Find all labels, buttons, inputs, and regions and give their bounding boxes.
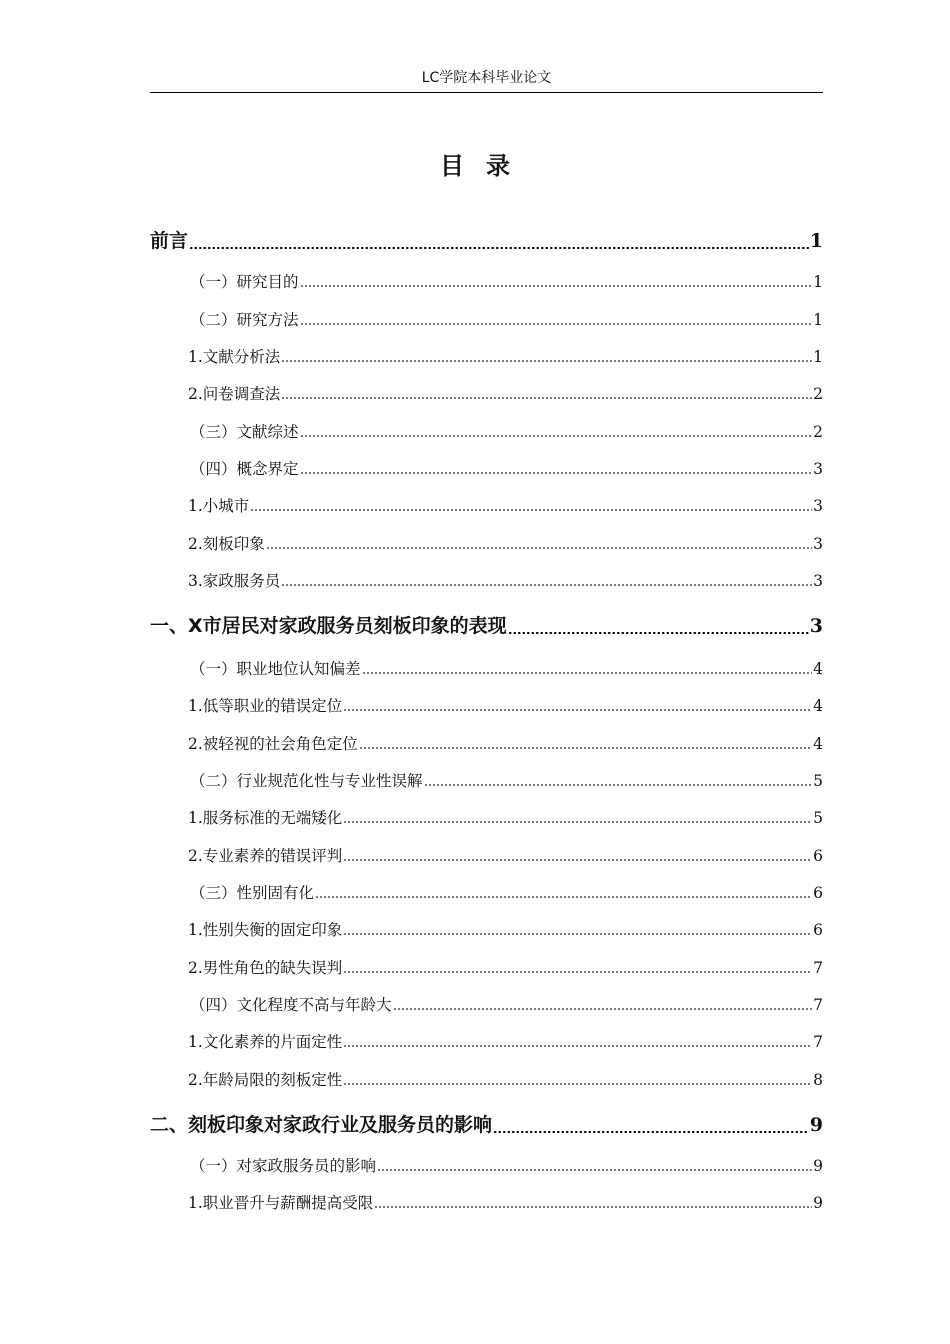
table-of-contents (150, 0, 823, 1344)
toc-entry-title: （四）文化程度不高与年龄大 (190, 996, 392, 1014)
toc-entry-page-number: 9 (813, 1194, 823, 1212)
toc-entry-title: （三）文献综述 (190, 423, 299, 441)
toc-entry-title: 1.低等职业的错误定位 (188, 697, 343, 715)
toc-entry-title: （一）研究目的 (190, 273, 299, 291)
toc-entry-title: 2.男性角色的缺失误判 (188, 959, 343, 977)
toc-entry-title: 1.服务标准的无端矮化 (188, 809, 343, 827)
toc-entry-title: 二、刻板印象对家政行业及服务员的影响 (150, 1114, 493, 1136)
toc-entry-page-number: 5 (813, 809, 823, 827)
toc-entry-title: 前言 (150, 230, 189, 252)
toc-entry-title: 1.职业晋升与薪酬提高受限 (188, 1194, 374, 1212)
toc-entry-title: （二）研究方法 (190, 311, 299, 329)
dot-leader (343, 970, 812, 974)
toc-entry-page-number: 1 (813, 311, 823, 329)
toc-entry[interactable] (150, 956, 823, 978)
toc-entry-title: 1.小城市 (188, 497, 250, 515)
dot-leader (281, 396, 812, 400)
toc-entry[interactable] (150, 806, 823, 828)
toc-entry[interactable] (150, 694, 823, 716)
dot-leader (343, 1082, 812, 1086)
toc-entry-title: 1.性别失衡的固定印象 (188, 921, 343, 939)
toc-entry[interactable] (150, 918, 823, 940)
toc-entry-title: 2.专业素养的错误评判 (188, 847, 343, 865)
dot-leader (281, 359, 812, 363)
toc-entry[interactable] (150, 1030, 823, 1052)
dot-leader (493, 1129, 809, 1134)
toc-entry[interactable] (150, 457, 823, 479)
toc-entry[interactable] (150, 881, 823, 903)
toc-entry-page-number: 3 (809, 615, 823, 637)
toc-entry-title: 1.文献分析法 (188, 348, 281, 366)
toc-entry-title: 1.文化素养的片面定性 (188, 1033, 343, 1051)
toc-entry-page-number: 8 (813, 1071, 823, 1089)
toc-entry[interactable] (150, 732, 823, 754)
dot-leader (250, 508, 812, 512)
toc-entry-page-number: 9 (813, 1157, 823, 1175)
dot-leader (343, 858, 812, 862)
dot-leader (300, 322, 813, 326)
dot-leader (343, 1044, 812, 1048)
toc-entry[interactable] (150, 494, 823, 516)
toc-entry-page-number: 4 (813, 735, 823, 753)
toc-entry-title: 2.问卷调查法 (188, 385, 281, 403)
toc-entry-page-number: 3 (813, 497, 823, 515)
toc-entry-page-number: 3 (813, 572, 823, 590)
toc-entry-page-number: 1 (813, 273, 823, 291)
toc-entry-page-number: 7 (813, 1033, 823, 1051)
toc-entry-title: 2.刻板印象 (188, 535, 265, 553)
toc-entry-title: 一、X市居民对家政服务员刻板印象的表现 (150, 615, 507, 637)
toc-entry-page-number: 1 (813, 348, 823, 366)
toc-entry-title: （二）行业规范化性与专业性误解 (190, 772, 423, 790)
toc-entry-page-number: 7 (813, 996, 823, 1014)
toc-entry-page-number: 4 (813, 660, 823, 678)
toc-entry[interactable] (150, 226, 823, 253)
toc-entry-page-number: 3 (813, 460, 823, 478)
toc-entry[interactable] (150, 657, 823, 679)
toc-entry[interactable] (150, 308, 823, 330)
dot-leader (508, 630, 809, 635)
toc-entry[interactable] (150, 1068, 823, 1090)
toc-entry-title: （一）对家政服务员的影响 (190, 1157, 377, 1175)
toc-entry-page-number: 6 (813, 847, 823, 865)
dot-leader (343, 932, 812, 936)
toc-entry-page-number: 6 (813, 921, 823, 939)
dot-leader (281, 583, 812, 587)
toc-entry-page-number: 3 (813, 535, 823, 553)
toc-entry-title: （一）职业地位认知偏差 (190, 660, 361, 678)
toc-entry-title: （三）性别固有化 (190, 884, 315, 902)
dot-leader (300, 471, 813, 475)
toc-entry-page-number: 4 (813, 697, 823, 715)
dot-leader (300, 284, 813, 288)
toc-entry-title: （四）概念界定 (190, 460, 299, 478)
dot-leader (300, 434, 813, 438)
dot-leader (374, 1205, 812, 1209)
dot-leader (362, 671, 813, 675)
dot-leader (343, 820, 812, 824)
dot-leader (424, 783, 813, 787)
toc-entry[interactable] (150, 382, 823, 404)
toc-entry-title: 2.年龄局限的刻板定性 (188, 1071, 343, 1089)
dot-leader (393, 1007, 813, 1011)
dot-leader (266, 546, 812, 550)
toc-entry[interactable] (150, 532, 823, 554)
toc-entry[interactable] (150, 769, 823, 791)
toc-entry[interactable] (150, 420, 823, 442)
toc-entry[interactable] (150, 270, 823, 292)
toc-entry-title: 2.被轻视的社会角色定位 (188, 735, 358, 753)
dot-leader (315, 895, 812, 899)
toc-entry[interactable] (150, 569, 823, 591)
toc-entry-page-number: 5 (813, 772, 823, 790)
toc-entry[interactable] (150, 844, 823, 866)
toc-entry[interactable] (150, 345, 823, 367)
toc-entry-page-number: 6 (813, 884, 823, 902)
toc-entry-page-number: 2 (813, 423, 823, 441)
toc-entry[interactable] (150, 993, 823, 1015)
page-header: LC学院本科毕业论文 (150, 64, 823, 93)
dot-leader (189, 245, 809, 250)
dot-leader (359, 746, 812, 750)
dot-leader (377, 1168, 812, 1172)
toc-entry[interactable] (150, 1154, 823, 1176)
toc-entry-page-number: 1 (809, 230, 823, 252)
toc-entry-page-number: 2 (813, 385, 823, 403)
toc-entry[interactable] (150, 611, 823, 638)
toc-entry-title: 3.家政服务员 (188, 572, 281, 590)
dot-leader (343, 708, 812, 712)
toc-entry-page-number: 9 (809, 1114, 823, 1136)
toc-entry[interactable] (150, 1191, 823, 1213)
toc-entry-page-number: 7 (813, 959, 823, 977)
toc-entry[interactable] (150, 1110, 823, 1137)
toc-title: 目录 (440, 152, 532, 180)
